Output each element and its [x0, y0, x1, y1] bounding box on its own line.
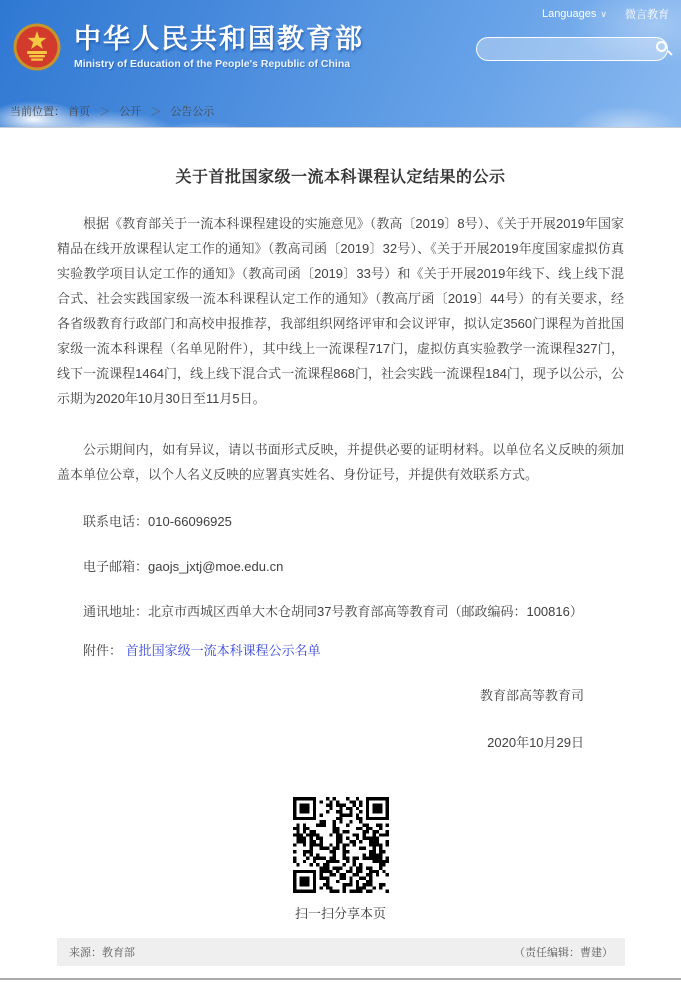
national-emblem-logo — [12, 22, 62, 72]
qr-code — [293, 797, 389, 893]
attachment-link[interactable]: 首批国家级一流本科课程公示名单 — [125, 643, 321, 658]
article-content — [0, 164, 681, 922]
contact-phone-line: 联系电话：010-66096925 — [83, 514, 232, 529]
header-banner — [0, 0, 681, 128]
search-icon — [656, 41, 667, 52]
site-title: 中华人民共和国教育部 — [74, 24, 364, 54]
share-section — [57, 797, 624, 922]
languages-menu[interactable] — [542, 8, 607, 20]
contact-address-line: 通讯地址：北京市西城区西单大木仓胡同37号教育部高等教育司（邮政编码：100816） — [83, 604, 583, 619]
breadcrumb-item-home[interactable]: 首页 — [68, 106, 91, 118]
signature-block — [57, 685, 624, 751]
breadcrumb-separator: ＞ — [150, 106, 162, 118]
breadcrumb-separator: ＞ — [99, 106, 111, 118]
attachment-label: 附件： — [83, 643, 123, 658]
site-brand — [12, 22, 364, 72]
top-utility-bar — [542, 6, 669, 22]
social-link-weiyan[interactable]: 微言教育 — [625, 9, 669, 21]
search-button[interactable] — [652, 38, 667, 60]
site-subtitle-en: Ministry of Education of the People's Republic of China — [74, 58, 351, 70]
signature-date: 2020年10月29日 — [487, 735, 584, 750]
search-box — [476, 37, 668, 61]
article-paragraph-2: 公示期间内，如有异议，请以书面形式反映，并提供必要的证明材料。以单位名义反映的须加盖本单位公章，以个人名义反映的应署真实姓名、身份证号，并提供有效联系方式。 — [57, 442, 624, 482]
qr-caption: 扫一扫分享本页 — [294, 906, 386, 921]
site-title-block — [74, 24, 364, 70]
breadcrumb — [10, 103, 214, 119]
article-footer-bar — [57, 938, 625, 966]
breadcrumb-item-gongkai[interactable]: 公开 — [119, 106, 142, 118]
article-paragraph-1: 根据《教育部关于一流本科课程建设的实施意见》（教高〔2019〕8号）、《关于开展2019年国家精品在线开放课程认定工作的通知》（教高司函〔2019〕32号）、《关于开展2019年度国家虚拟仿真实验教学项目认定工作的通知》（教高司函〔2019〕33号）和《关于开展2019年线下、线上线下混合式、社会实践国家级一流本科课程认定工作的通知》（教高厅函〔2019〕44号）的有关要求，经各省级教育行政部门和高校申报推荐，我部组织网络评审和会议评审，拟认定3560门课程为首批国家级一流本科课程（名单见附件），其中线上一流课程717门，虚拟仿真实验教学一流课程327门，线下一流课程1464门，线上线下混合式一流课程868门，社会实践一流课程184门，现予以公示，公示期为2020年10月30日至11月5日。 — [57, 216, 624, 406]
search-input[interactable] — [477, 38, 652, 60]
languages-label: Languages — [541, 8, 597, 20]
attachment-row — [57, 640, 624, 659]
signature-department: 教育部高等教育司 — [479, 688, 584, 703]
breadcrumb-prefix: 当前位置： — [10, 106, 65, 118]
editor-label: （责任编辑：曹建） — [514, 947, 613, 959]
article-title: 关于首批国家级一流本科课程认定结果的公示 — [175, 169, 506, 186]
breadcrumb-item-announcements[interactable]: 公告公示 — [170, 106, 215, 118]
page-bottom-divider — [0, 978, 681, 986]
chevron-down-icon: ∨ — [600, 8, 607, 19]
source-label: 来源：教育部 — [69, 947, 135, 959]
contact-email-line: 电子邮箱：gaojs_jxtj@moe.edu.cn — [83, 559, 284, 574]
